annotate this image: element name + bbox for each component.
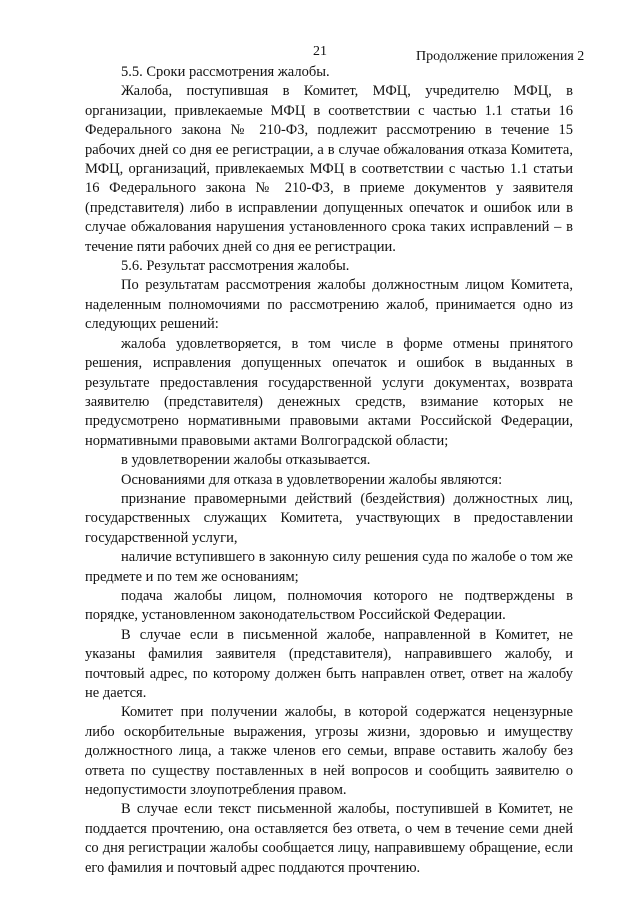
section-heading-5-5: 5.5. Сроки рассмотрения жалобы.	[121, 64, 330, 80]
paragraph: По результатам рассмотрения жалобы должностным лицом Комитета, наделенным полномочиями по рассмотрению жалоб, принимается одно из следующих решений:	[85, 277, 573, 333]
paragraph: признание правомерными действий (бездействия) должностных лиц, государственных служащих Комитета, участвующих в предоставлении государственной услуги,	[85, 490, 573, 546]
paragraph: в удовлетворении жалобы отказывается.	[121, 452, 371, 469]
paragraph: жалоба удовлетворяется, в том числе в форме отмены принятого решения, исправления допущенных опечаток и ошибок в выданных в результате предоставления государственной услуги документах, возврата заявителю (представителя) денежных средств, взимание которых не предусмотрено нормативными правовыми актами Российской Федерации, нормативными правовыми актами Волгоградской области;	[85, 335, 573, 449]
page-number: 21	[313, 44, 327, 59]
document-body	[85, 63, 573, 878]
paragraph: Основаниями для отказа в удовлетворении жалобы являются:	[121, 471, 503, 488]
appendix-continuation-note: Продолжение приложения 2	[416, 49, 585, 64]
paragraph: Жалоба, поступившая в Комитет, МФЦ, учредителю МФЦ, в организации, привлекаемые МФЦ в соответствии с частью 1.1 статьи 16 Федерального закона № 210-ФЗ, подлежит рассмотрению в течение 15 рабочих дней со дня ее регистрации, а в случае обжалования отказа Комитета, МФЦ, организаций, привлекаемых МФЦ в соответствии с частью 1.1 статьи 16 Федерального закона № 210-ФЗ, в приеме документов у заявителя (представителя) либо в исправлении допущенных опечаток и ошибок или в случае обжалования нарушения установленного срока таких исправлений – в течение пяти рабочих дней со дня ее регистрации.	[85, 83, 573, 255]
paragraph: Комитет при получении жалобы, в которой содержатся нецензурные либо оскорбительные выражения, угрозы жизни, здоровью и имуществу должностного лица, а также членов его семьи, вправе оставить жалобу без ответа по существу поставленных в ней вопросов и сообщить заявителю о недопустимости злоупотребления правом.	[85, 704, 573, 799]
section-heading-5-6: 5.6. Результат рассмотрения жалобы.	[121, 258, 350, 275]
paragraph: В случае если в письменной жалобе, направленной в Комитет, не указаны фамилия заявителя (представителя), направившего жалобу, и почтовый адрес, по которому должен быть направлен ответ, ответ на жалобу не дается.	[85, 626, 573, 701]
paragraph: В случае если текст письменной жалобы, поступившей в Комитет, не поддается прочтению, она оставляется без ответа, о чем в течение семи дней со дня регистрации жалобы сообщается лицу, направившему обращение, если его фамилия и почтовый адрес поддаются прочтению.	[85, 801, 573, 876]
paragraph: наличие вступившего в законную силу решения суда по жалобе о том же предмете и по тем же основаниям;	[85, 549, 573, 585]
paragraph: подача жалобы лицом, полномочия которого не подтверждены в порядке, установленном законодательством Российской Федерации.	[85, 587, 573, 624]
